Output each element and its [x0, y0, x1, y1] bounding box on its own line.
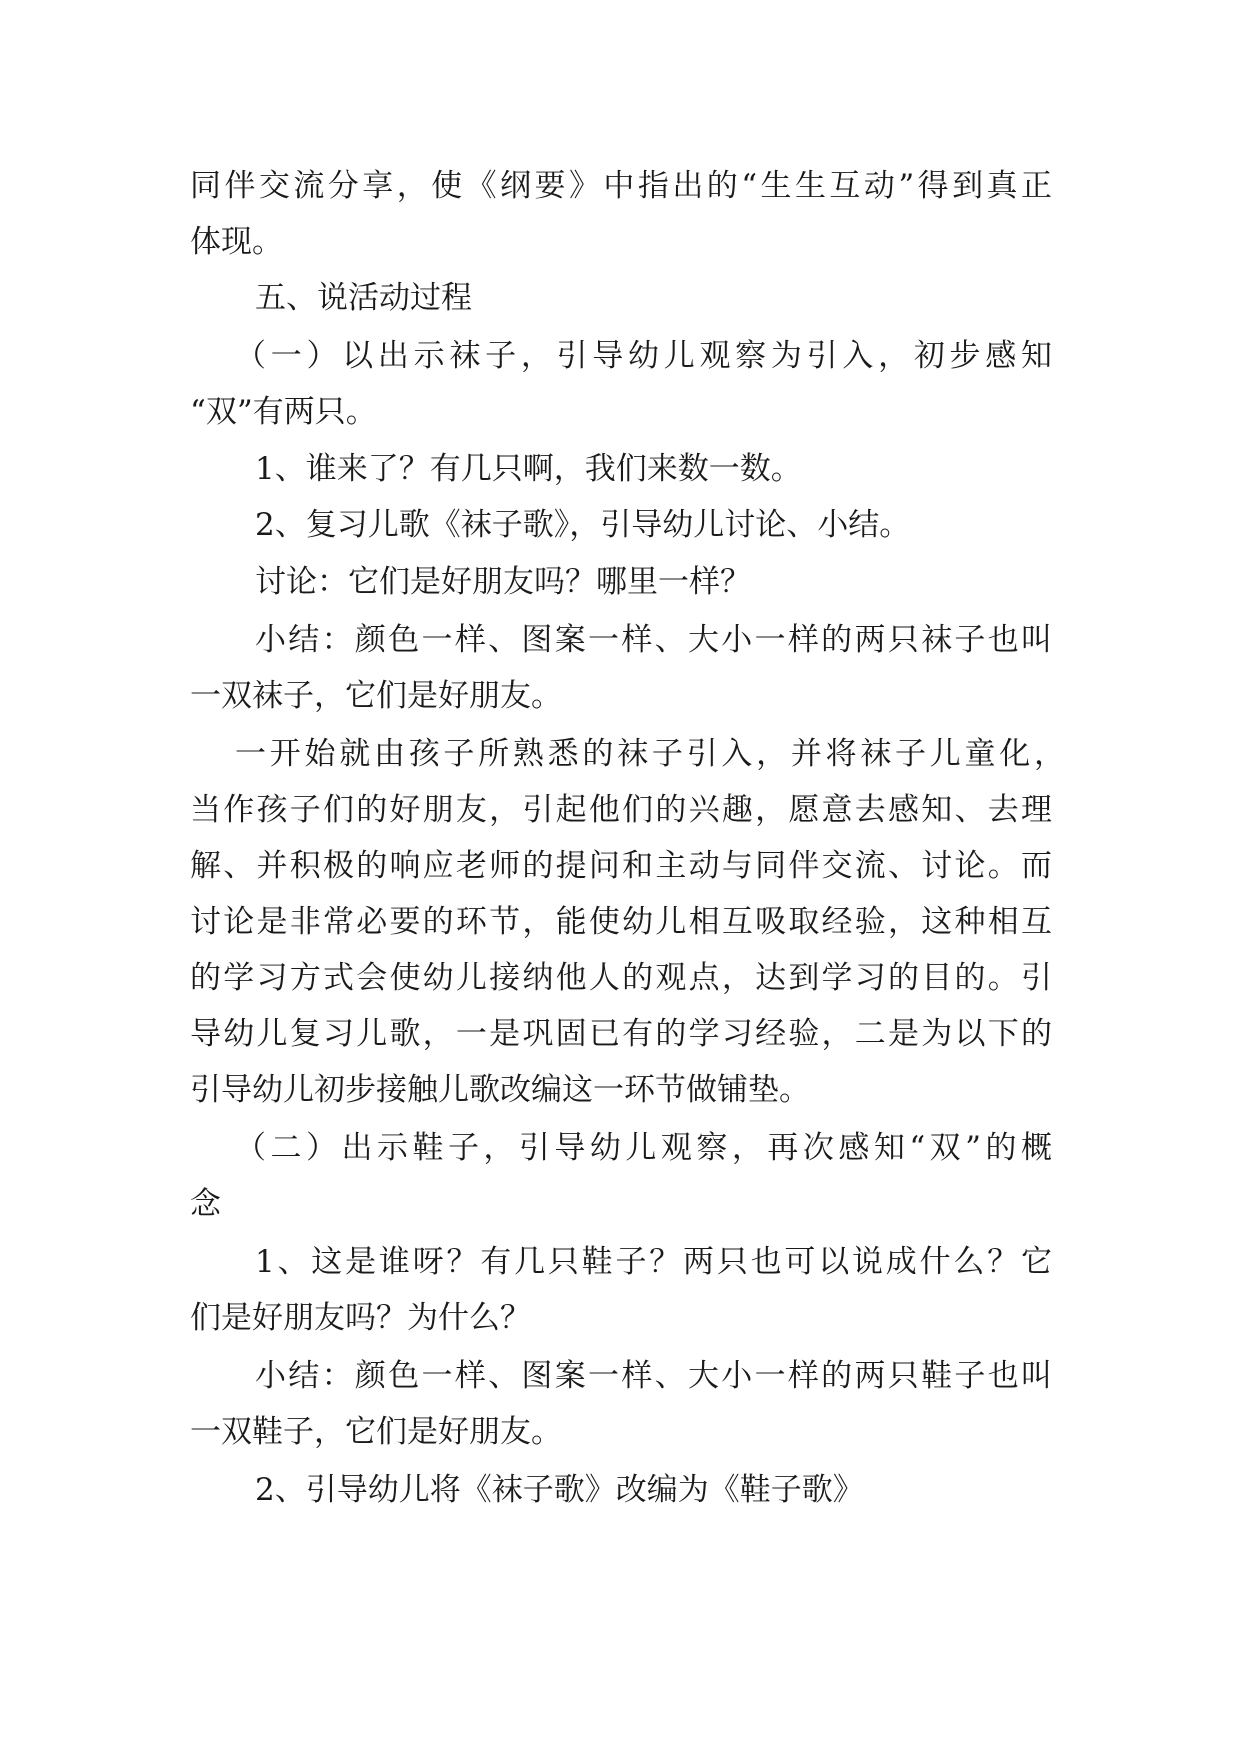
text-line: 一双袜子，它们是好朋友。: [190, 678, 562, 714]
list-item: 1、谁来了？有几只啊，我们来数一数。: [255, 451, 802, 487]
text-line: 同伴交流分享，使《纲要》中指出的“生生互动”得到真正: [190, 168, 1052, 204]
text-line: 引导幼儿初步接触儿歌改编这一环节做铺垫。: [190, 1072, 810, 1108]
text-line: 讨论：它们是好朋友吗？哪里一样？: [255, 564, 751, 600]
text-line: 讨论是非常必要的环节，能使幼儿相互吸取经验，这种相互: [190, 904, 1052, 940]
text-line: 小结：颜色一样、图案一样、大小一样的两只袜子也叫: [255, 622, 1052, 658]
text-line: 体现。: [190, 224, 283, 260]
text-line: 导幼儿复习儿歌，一是巩固已有的学习经验，二是为以下的: [190, 1016, 1052, 1052]
text-line: 的学习方式会使幼儿接纳他人的观点，达到学习的目的。引: [190, 960, 1052, 996]
text-line: 小结：颜色一样、图案一样、大小一样的两只鞋子也叫: [255, 1358, 1052, 1394]
text-line: 一双鞋子，它们是好朋友。: [190, 1414, 562, 1450]
section-heading: 五、说活动过程: [255, 280, 472, 316]
list-item: 2、复习儿歌《袜子歌》，引导幼儿讨论、小结。: [255, 507, 911, 543]
text-line: 当作孩子们的好朋友，引起他们的兴趣，愿意去感知、去理: [190, 792, 1052, 828]
list-item: 2、引导幼儿将《袜子歌》改编为《鞋子歌》: [255, 1472, 864, 1508]
text-line: “双”有两只。: [190, 394, 377, 430]
subsection-heading: （二）出示鞋子，引导幼儿观察，再次感知“双”的概: [235, 1130, 1052, 1166]
text-line: 念: [190, 1186, 221, 1222]
subsection-heading: （一）以出示袜子，引导幼儿观察为引入，初步感知: [235, 338, 1052, 374]
text-line: 解、并积极的响应老师的提问和主动与同伴交流、讨论。而: [190, 848, 1052, 884]
list-item: 1、这是谁呀？有几只鞋子？两只也可以说成什么？它: [255, 1244, 1052, 1280]
text-line: 们是好朋友吗？为什么？: [190, 1300, 531, 1336]
text-line: 一开始就由孩子所熟悉的袜子引入，并将袜子儿童化，: [235, 736, 1065, 772]
